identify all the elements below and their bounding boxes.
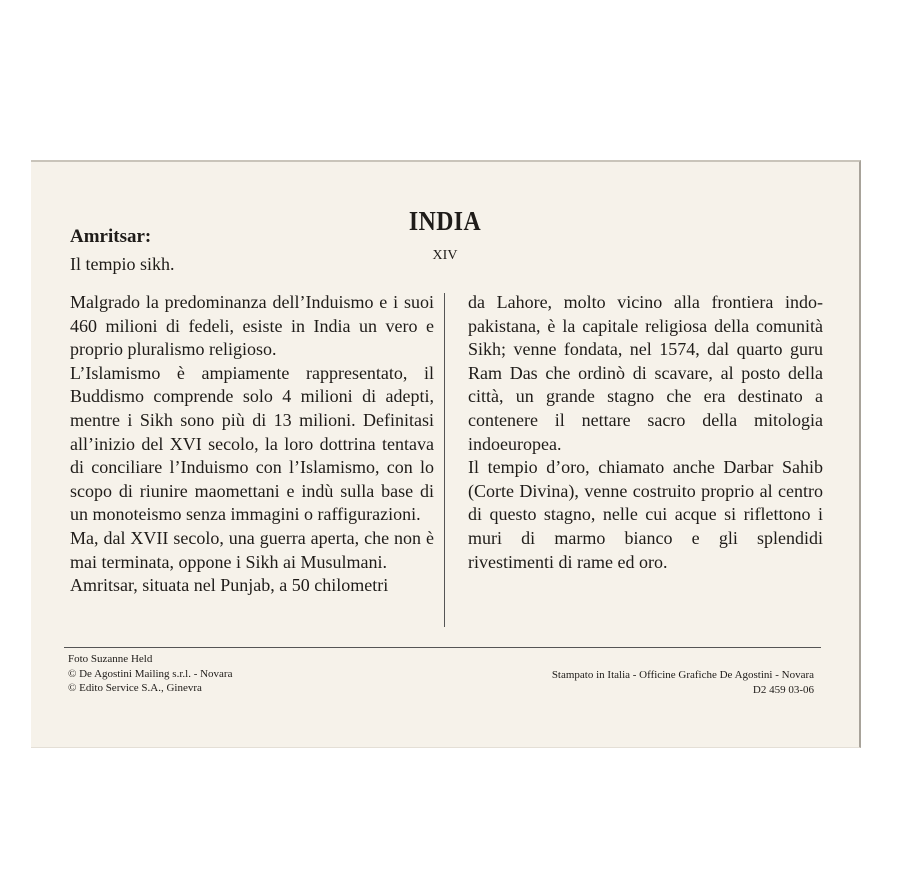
paragraph: L’Islamismo è ampiamente rappresentato, il Buddismo comprende solo 4 milioni di adepti, mentre i Sikh sono più di 13 milioni. Definitasi all’inizio del XVI secolo, la loro dottrina tentava di conciliare l’Induismo con l’Islamismo, con lo scopo di riunire maomettani e indù sulla base di un monoteismo senza immagini o raffigurazioni. (70, 362, 434, 525)
paragraph: da Lahore, molto vicino alla frontiera indo-pakistana, è la capitale religiosa della comunità Sikh; venne fondata, nel 1574, dal quarto guru Ram Das che ordinò di scavare, al posto della città, un grande stagno che era destinato a contenere il nettare sacro della mitologia indoeuropea. (468, 292, 823, 454)
printer-imprint (552, 668, 814, 697)
location-subheading: Il tempio sikh. (70, 254, 175, 274)
paragraph: Ma, dal XVII secolo, una guerra aperta, che non è mai terminata, oppone i Sikh ai Musulmani. (70, 527, 434, 572)
imprint-code: D2 459 03-06 (752, 683, 814, 696)
paragraph: Malgrado la predominanza dell’Induismo e i suoi 460 milioni di fedeli, esiste in India un vero e proprio pluralismo religioso. (70, 292, 434, 360)
card-title: INDIA (408, 206, 482, 236)
column-divider (444, 293, 445, 627)
text-column-left (70, 291, 434, 598)
photo-credits (68, 652, 232, 696)
footer-divider (64, 647, 821, 648)
paragraph: Il tempio d’oro, chiamato anche Darbar Sahib (Corte Divina), venne costruito proprio al centro di questo stagno, nelle cui acque si riflettono i muri di marmo bianco e gli splendidi rivestimenti di rame ed oro. (468, 457, 823, 572)
credit-line: © De Agostini Mailing s.r.l. - Novara (68, 667, 233, 680)
paragraph: Amritsar, situata nel Punjab, a 50 chilometri (70, 575, 389, 596)
text-column-right (468, 291, 823, 574)
card-number: XIV (432, 248, 458, 263)
imprint-line: Stampato in Italia - Officine Grafiche De Agostini - Novara (551, 669, 814, 681)
credit-line: © Edito Service S.A., Ginevra (68, 682, 202, 694)
credit-line: Foto Suzanne Held (68, 653, 153, 665)
location-heading: Amritsar: (70, 226, 152, 247)
